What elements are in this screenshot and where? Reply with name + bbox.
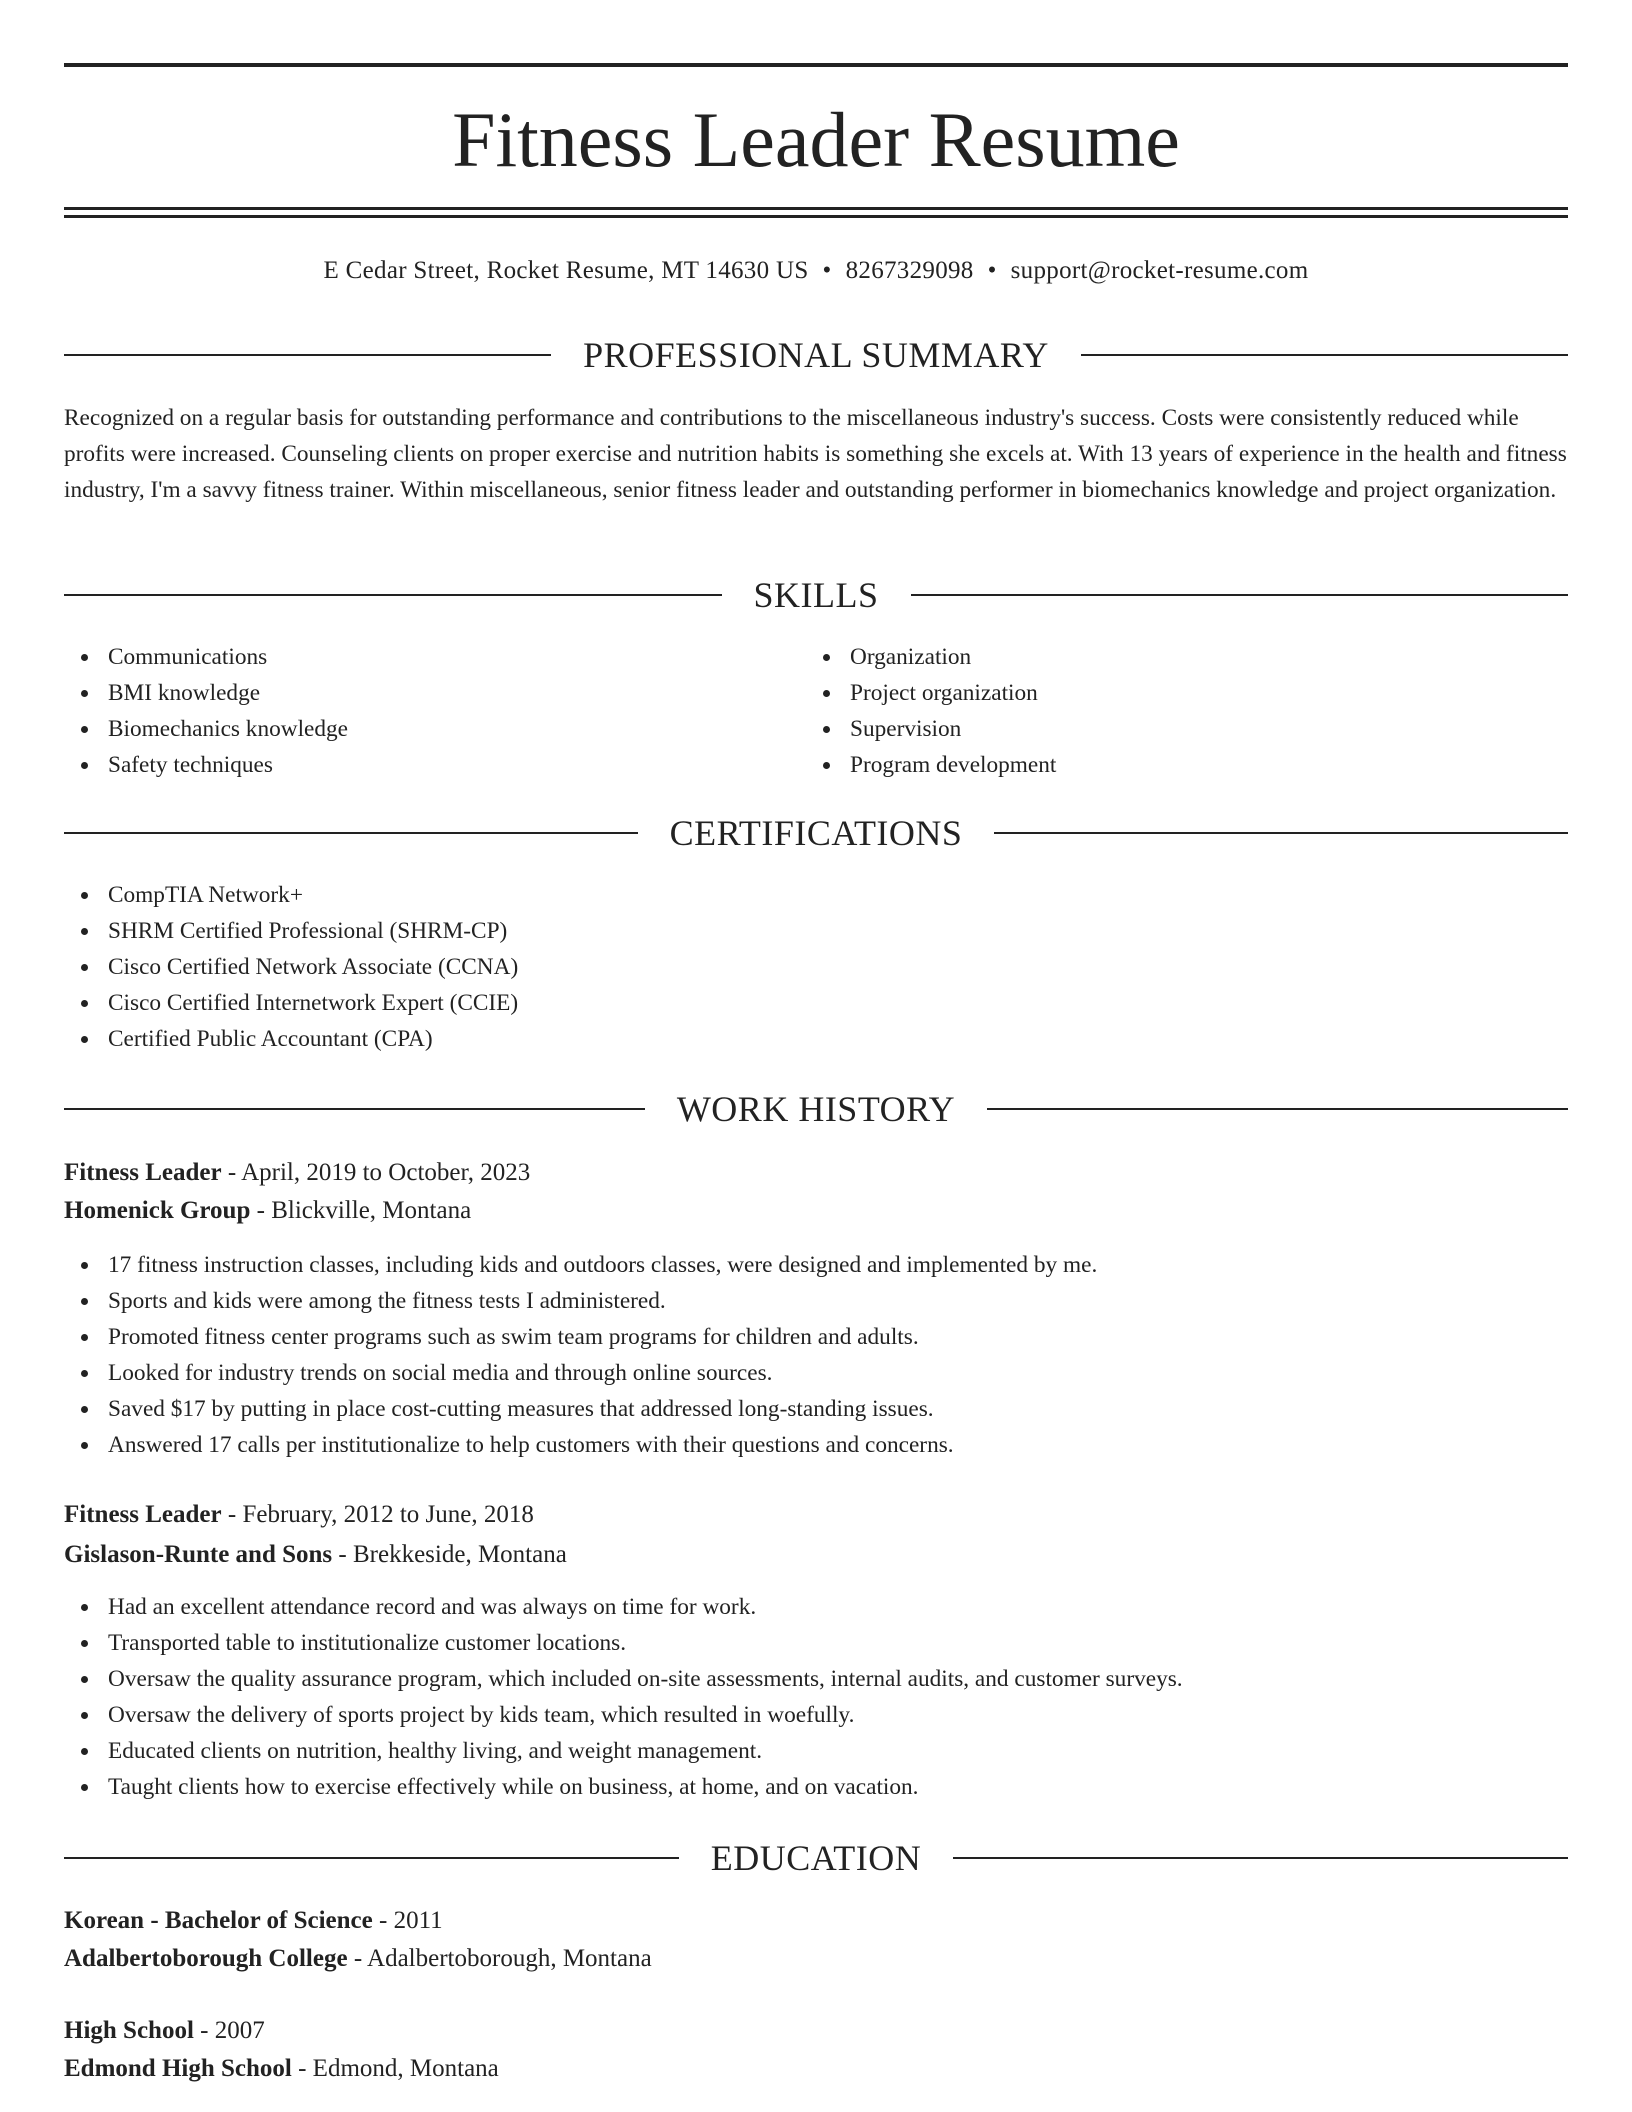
- heading-rule: [64, 1857, 679, 1859]
- job-title: Fitness Leader: [64, 1501, 222, 1528]
- list-item: SHRM Certified Professional (SHRM-CP): [64, 913, 1568, 949]
- education-degree: High School: [64, 2017, 194, 2044]
- heading-rule: [64, 354, 551, 356]
- list-item: Answered 17 calls per institutionalize to help customers with their questions and concerns.: [64, 1427, 1568, 1463]
- section-title: SKILLS: [753, 575, 879, 615]
- heading-rule: [1081, 354, 1568, 356]
- section-title: CERTIFICATIONS: [669, 813, 963, 853]
- heading-rule: [953, 1857, 1568, 1859]
- job-bullets: [64, 1247, 1568, 1463]
- education-degree-line: [64, 2013, 1568, 2049]
- job-location: - Blickville, Montana: [250, 1197, 472, 1224]
- list-item: Looked for industry trends on social media and through online sources.: [64, 1355, 1568, 1391]
- list-item: CompTIA Network+: [64, 877, 1568, 913]
- list-item: Educated clients on nutrition, healthy living, and weight management.: [64, 1733, 1568, 1769]
- summary-heading: [64, 333, 1568, 377]
- title-rule-lower: [64, 215, 1568, 218]
- heading-rule: [64, 594, 722, 596]
- list-item: Project organization: [806, 675, 1506, 711]
- section-title: EDUCATION: [710, 1838, 922, 1878]
- list-item: Cisco Certified Internetwork Expert (CCIE): [64, 985, 1568, 1021]
- education-location: - Adalbertoborough, Montana: [347, 1945, 652, 1972]
- section-title: WORK HISTORY: [676, 1089, 956, 1129]
- section-title: PROFESSIONAL SUMMARY: [583, 335, 1049, 375]
- work-history-heading: [64, 1087, 1568, 1131]
- skills-list-left: [64, 639, 764, 783]
- list-item: Safety techniques: [64, 747, 764, 783]
- heading-rule: [994, 832, 1568, 834]
- list-item: Communications: [64, 639, 764, 675]
- education-year: - 2007: [193, 2017, 265, 2044]
- contact-line: [64, 254, 1568, 288]
- list-item: Promoted fitness center programs such as swim team programs for children and adults.: [64, 1319, 1568, 1355]
- contact-separator: •: [822, 257, 832, 284]
- education-school: Edmond High School: [64, 2055, 292, 2082]
- certifications-heading: [64, 811, 1568, 855]
- top-rule: [64, 63, 1568, 67]
- job-company-line: [64, 1193, 1568, 1229]
- education-year: - 2011: [372, 1907, 443, 1934]
- list-item: Organization: [806, 639, 1506, 675]
- list-item: Program development: [806, 747, 1506, 783]
- list-item: Taught clients how to exercise effectively while on business, at home, and on vacation.: [64, 1769, 1568, 1805]
- contact-address: E Cedar Street, Rocket Resume, MT 14630 US: [323, 257, 809, 284]
- contact-phone: 8267329098: [845, 257, 974, 284]
- heading-rule: [64, 832, 638, 834]
- education-heading: [64, 1836, 1568, 1880]
- certifications-list: [64, 877, 1568, 1057]
- contact-email: support@rocket-resume.com: [1010, 257, 1309, 284]
- list-item: 17 fitness instruction classes, including kids and outdoors classes, were designed and implemented by me.: [64, 1247, 1568, 1283]
- list-item: Biomechanics knowledge: [64, 711, 764, 747]
- job-company: Homenick Group: [64, 1197, 251, 1224]
- heading-rule: [987, 1108, 1568, 1110]
- title-rule-upper: [64, 207, 1568, 210]
- list-item: Saved $17 by putting in place cost-cutting measures that addressed long-standing issues.: [64, 1391, 1568, 1427]
- list-item: Had an excellent attendance record and was always on time for work.: [64, 1589, 1568, 1625]
- education-school-line: [64, 1941, 1568, 1977]
- job-company-line: [64, 1537, 1568, 1573]
- job-bullets: [64, 1589, 1568, 1805]
- education-degree: Korean - Bachelor of Science: [64, 1907, 373, 1934]
- education-school: Adalbertoborough College: [64, 1945, 348, 1972]
- list-item: Certified Public Accountant (CPA): [64, 1021, 1568, 1057]
- list-item: Sports and kids were among the fitness tests I administered.: [64, 1283, 1568, 1319]
- list-item: Oversaw the delivery of sports project by kids team, which resulted in woefully.: [64, 1697, 1568, 1733]
- list-item: Supervision: [806, 711, 1506, 747]
- contact-separator: •: [987, 257, 997, 284]
- education-degree-line: [64, 1903, 1568, 1939]
- skills-list-right: [806, 639, 1506, 783]
- skills-heading: [64, 573, 1568, 617]
- list-item: BMI knowledge: [64, 675, 764, 711]
- job-title-line: [64, 1155, 1568, 1191]
- list-item: Transported table to institutionalize customer locations.: [64, 1625, 1568, 1661]
- job-title: Fitness Leader: [64, 1159, 222, 1186]
- job-company: Gislason-Runte and Sons: [64, 1541, 333, 1568]
- job-location: - Brekkeside, Montana: [332, 1541, 567, 1568]
- heading-rule: [911, 594, 1569, 596]
- list-item: Oversaw the quality assurance program, which included on-site assessments, internal audits, and customer surveys.: [64, 1661, 1568, 1697]
- job-title-line: [64, 1497, 1568, 1533]
- page-title: Fitness Leader Resume: [452, 96, 1180, 183]
- education-school-line: [64, 2051, 1568, 2087]
- heading-rule: [64, 1108, 645, 1110]
- job-dates: - February, 2012 to June, 2018: [221, 1501, 534, 1528]
- job-dates: - April, 2019 to October, 2023: [221, 1159, 531, 1186]
- education-location: - Edmond, Montana: [291, 2055, 499, 2082]
- summary-text: Recognized on a regular basis for outstanding performance and contributions to the miscellaneous industry's success. Costs were consistently reduced while profits were increased. Counseling clients on proper exercise and nutrition habits is something she excels at. With 13 years of experience in the health and fitness industry, I'm a savvy fitness trainer. Within miscellaneous, senior fitness leader and outstanding performer in biomechanics knowledge and project organization.: [64, 405, 1567, 503]
- list-item: Cisco Certified Network Associate (CCNA): [64, 949, 1568, 985]
